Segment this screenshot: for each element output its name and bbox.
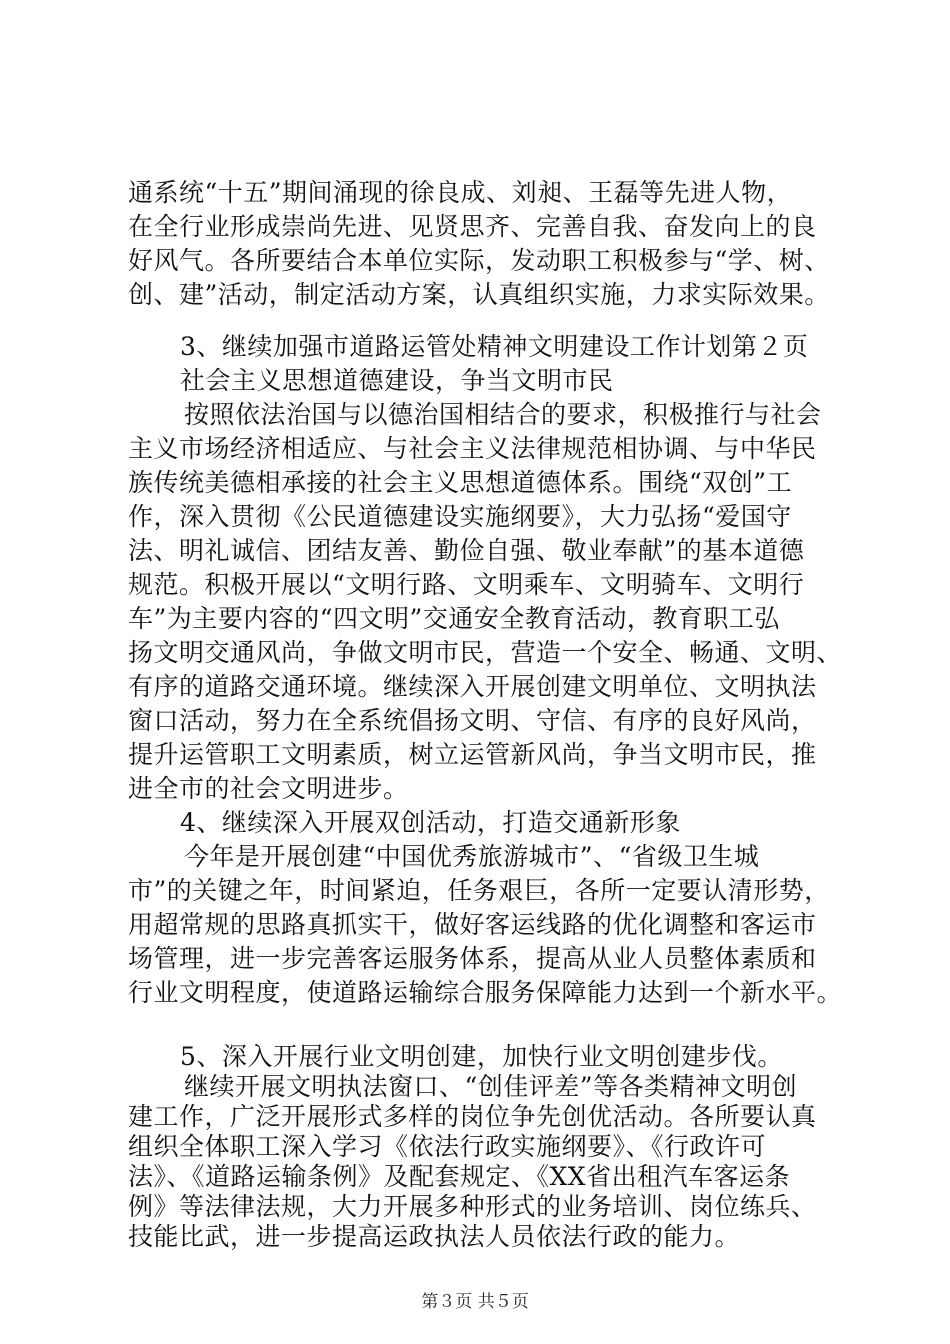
body-text-line: 建工作，广泛开展形式多样的岗位争先创优活动。各所要认真: [128, 1102, 817, 1131]
body-text-line: 按照依法治国与以德治国相结合的要求，积极推行与社会: [184, 400, 822, 429]
body-text-line: 规范。积极开展以“文明行路、文明乘车、文明骑车、文明行: [128, 570, 805, 599]
body-text-line: 主义市场经济相适应、与社会主义法律规范相协调、与中华民: [128, 434, 817, 463]
body-text-line: 通系统“十五”期间涌现的徐良成、刘昶、王磊等先进人物，: [128, 178, 793, 207]
body-text-line: 作，深入贯彻《公民道德建设实施纲要》，大力弘扬“爱国守: [128, 502, 792, 531]
body-text-line: 有序的道路交通环境。继续深入开展创建文明单位、文明执法: [128, 672, 817, 701]
body-text-line: 技能比武，进一步提高运政执法人员依法行政的能力。: [128, 1222, 741, 1251]
page-number-footer: 第３页 共５页: [421, 1292, 529, 1312]
body-text-line: 提升运管职工文明素质，树立运管新风尚，争当文明市民，推: [128, 740, 817, 769]
body-text-line: 窗口活动，努力在全系统倡扬文明、守信、有序的良好风尚，: [128, 706, 817, 735]
section-heading-3-cont: 社会主义思想道德建设，争当文明市民: [180, 366, 614, 395]
body-text-line: 扬文明交通风尚，争做文明市民，营造一个安全、畅通、文明、: [128, 638, 843, 667]
section-heading-3: 3、继续加强市道路运管处精神文明建设工作计划第２页: [180, 332, 809, 361]
body-text-line: 法》、《道路运输条例》及配套规定、《XX省出租汽车客运条: [128, 1162, 791, 1191]
body-text-line: 族传统美德相承接的社会主义思想道德体系。围绕“双创”工: [128, 468, 793, 497]
body-text-line: 车”为主要内容的“四文明”交通安全教育活动，教育职工弘: [128, 604, 780, 633]
body-text-line: 用超常规的思路真抓实干，做好客运线路的优化调整和客运市: [128, 910, 817, 939]
body-text-line: 在全行业形成崇尚先进、见贤思齐、完善自我、奋发向上的良: [128, 212, 817, 241]
body-text-line: 市”的关键之年，时间紧迫，任务艰巨，各所一定要认清形势，: [128, 876, 830, 905]
section-heading-5: 5、深入开展行业文明创建，加快行业文明创建步伐。: [180, 1042, 783, 1071]
body-text-line: 法、明礼诚信、团结友善、勤俭自强、敬业奉献”的基本道德: [128, 536, 805, 565]
body-text-line: 创、建”活动，制定活动方案，认真组织实施，力求实际效果。: [128, 280, 830, 309]
section-heading-4: 4、继续深入开展双创活动，打造交通新形象: [180, 808, 681, 837]
body-text-line: 今年是开展创建“中国优秀旅游城市”、“省级卫生城: [184, 842, 760, 871]
body-text-line: 行业文明程度，使道路运输综合服务保障能力达到一个新水平。: [128, 978, 843, 1007]
body-text-line: 进全市的社会文明进步。: [128, 774, 409, 803]
body-text-line: 好风气。各所要结合本单位实际，发动职工积极参与“学、树、: [128, 246, 830, 275]
body-text-line: 组织全体职工深入学习《依法行政实施纲要》、《行政许可: [128, 1132, 767, 1161]
body-text-line: 继续开展文明执法窗口、“创佳评差”等各类精神文明创: [184, 1072, 798, 1101]
body-text-line: 例》等法律法规，大力开展多种形式的业务培训、岗位练兵、: [128, 1192, 817, 1221]
body-text-line: 场管理，进一步完善客运服务体系，提高从业人员整体素质和: [128, 944, 817, 973]
